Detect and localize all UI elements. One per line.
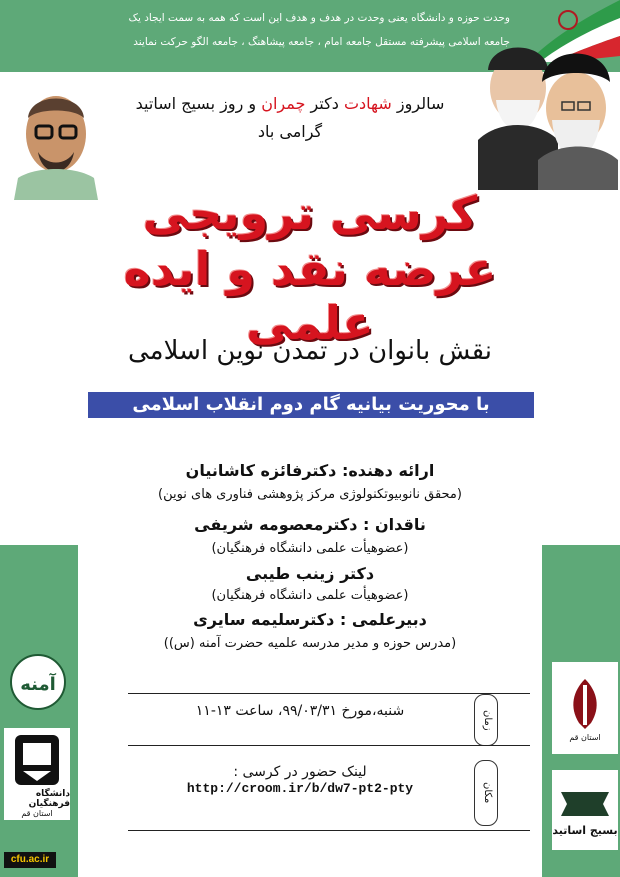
- farhangian-name: دانشگاه فرهنگیان: [28, 788, 70, 809]
- farhangian-province: استان قم: [21, 808, 53, 818]
- secretary-label: دبیرعلمی : دکترسلیمه سایری: [193, 610, 427, 629]
- occasion-rest: و روز بسیج اساتید: [135, 94, 257, 113]
- cfu-domain-badge: cfu.ac.ir: [4, 852, 56, 868]
- occasion-line-1: [110, 94, 470, 113]
- chamran-portrait: [8, 82, 104, 200]
- farhangian-logo: [4, 728, 70, 820]
- subtitle: نقش بانوان در تمدن نوین اسلامی: [128, 336, 492, 366]
- amene-logo: [6, 650, 70, 714]
- occasion-name: چمران: [261, 94, 306, 113]
- title-line-2: عرضه نقد و ایده علمی: [123, 242, 497, 350]
- basij-asatid-logo: [552, 770, 618, 850]
- occasion-line-2: گرامی باد: [257, 122, 323, 141]
- theme-banner: با محوریت بیانیه گام دوم انقلاب اسلامی: [88, 392, 534, 418]
- presenter-desc: (محقق نانوبیوتکنولوژی مرکز پژوهشی فناوری های نوین): [158, 487, 462, 502]
- time-value: شنبه،مورخ ۹۹/۰۳/۳۱، ساعت ۱۳-۱۱: [195, 703, 405, 719]
- time-top-divider: [128, 693, 530, 694]
- basij-asatid-icon: [557, 784, 613, 824]
- critic-2-label: دکتر زینب طیبی: [245, 564, 375, 583]
- occasion-doctor: دکتر: [310, 94, 339, 113]
- basij-asatid-name: بسیج اساتید: [552, 823, 618, 837]
- header-quote-line-1: وحدت حوزه و دانشگاه یعنی وحدت در هدف و هدف این است که همه به سمت ایجاد یک: [128, 12, 510, 24]
- leaders-portrait: [478, 30, 618, 190]
- svg-text:آمنه: آمنه: [20, 674, 56, 695]
- critic-1-desc: (عضوهیأت علمی دانشگاه فرهنگیان): [211, 541, 409, 556]
- farhangian-emblem: [9, 731, 65, 789]
- time-bottom-divider: [128, 745, 530, 746]
- header-quote-line-2: جامعه اسلامی پیشرفته مستقل جامعه امام ، جامعه پیشاهنگ ، جامعه الگو حرکت نمایند: [133, 36, 510, 48]
- occasion-martyrdom: شهادت: [343, 94, 392, 113]
- place-label: مکان: [474, 760, 498, 826]
- time-label: زمان: [474, 694, 498, 746]
- amene-logo-mark: [8, 652, 68, 712]
- title-line-1: کرسی ترویجی: [142, 186, 478, 240]
- place-link-label: لینک حضور در کرسی :: [233, 764, 367, 780]
- secretary-desc: (مدرس حوزه و مدیر مدرسه علمیه حضرت آمنه (س)): [163, 636, 457, 651]
- basij-emblem-logo: [552, 662, 618, 754]
- iran-emblem-icon: [559, 675, 611, 733]
- critic-1-label: ناقدان : دکترمعصومه شریفی: [194, 515, 426, 534]
- basij-province: استان قم: [569, 732, 601, 742]
- critic-2-desc: (عضوهیأت علمی دانشگاه فرهنگیان): [211, 588, 409, 603]
- occasion-prefix: سالروز: [396, 94, 445, 113]
- meeting-link[interactable]: http://croom.ir/b/dw7-pt2-pty: [186, 781, 414, 796]
- presenter-label: ارائه دهنده: دکترفائزه کاشانیان: [185, 461, 435, 480]
- place-bottom-divider: [128, 830, 530, 831]
